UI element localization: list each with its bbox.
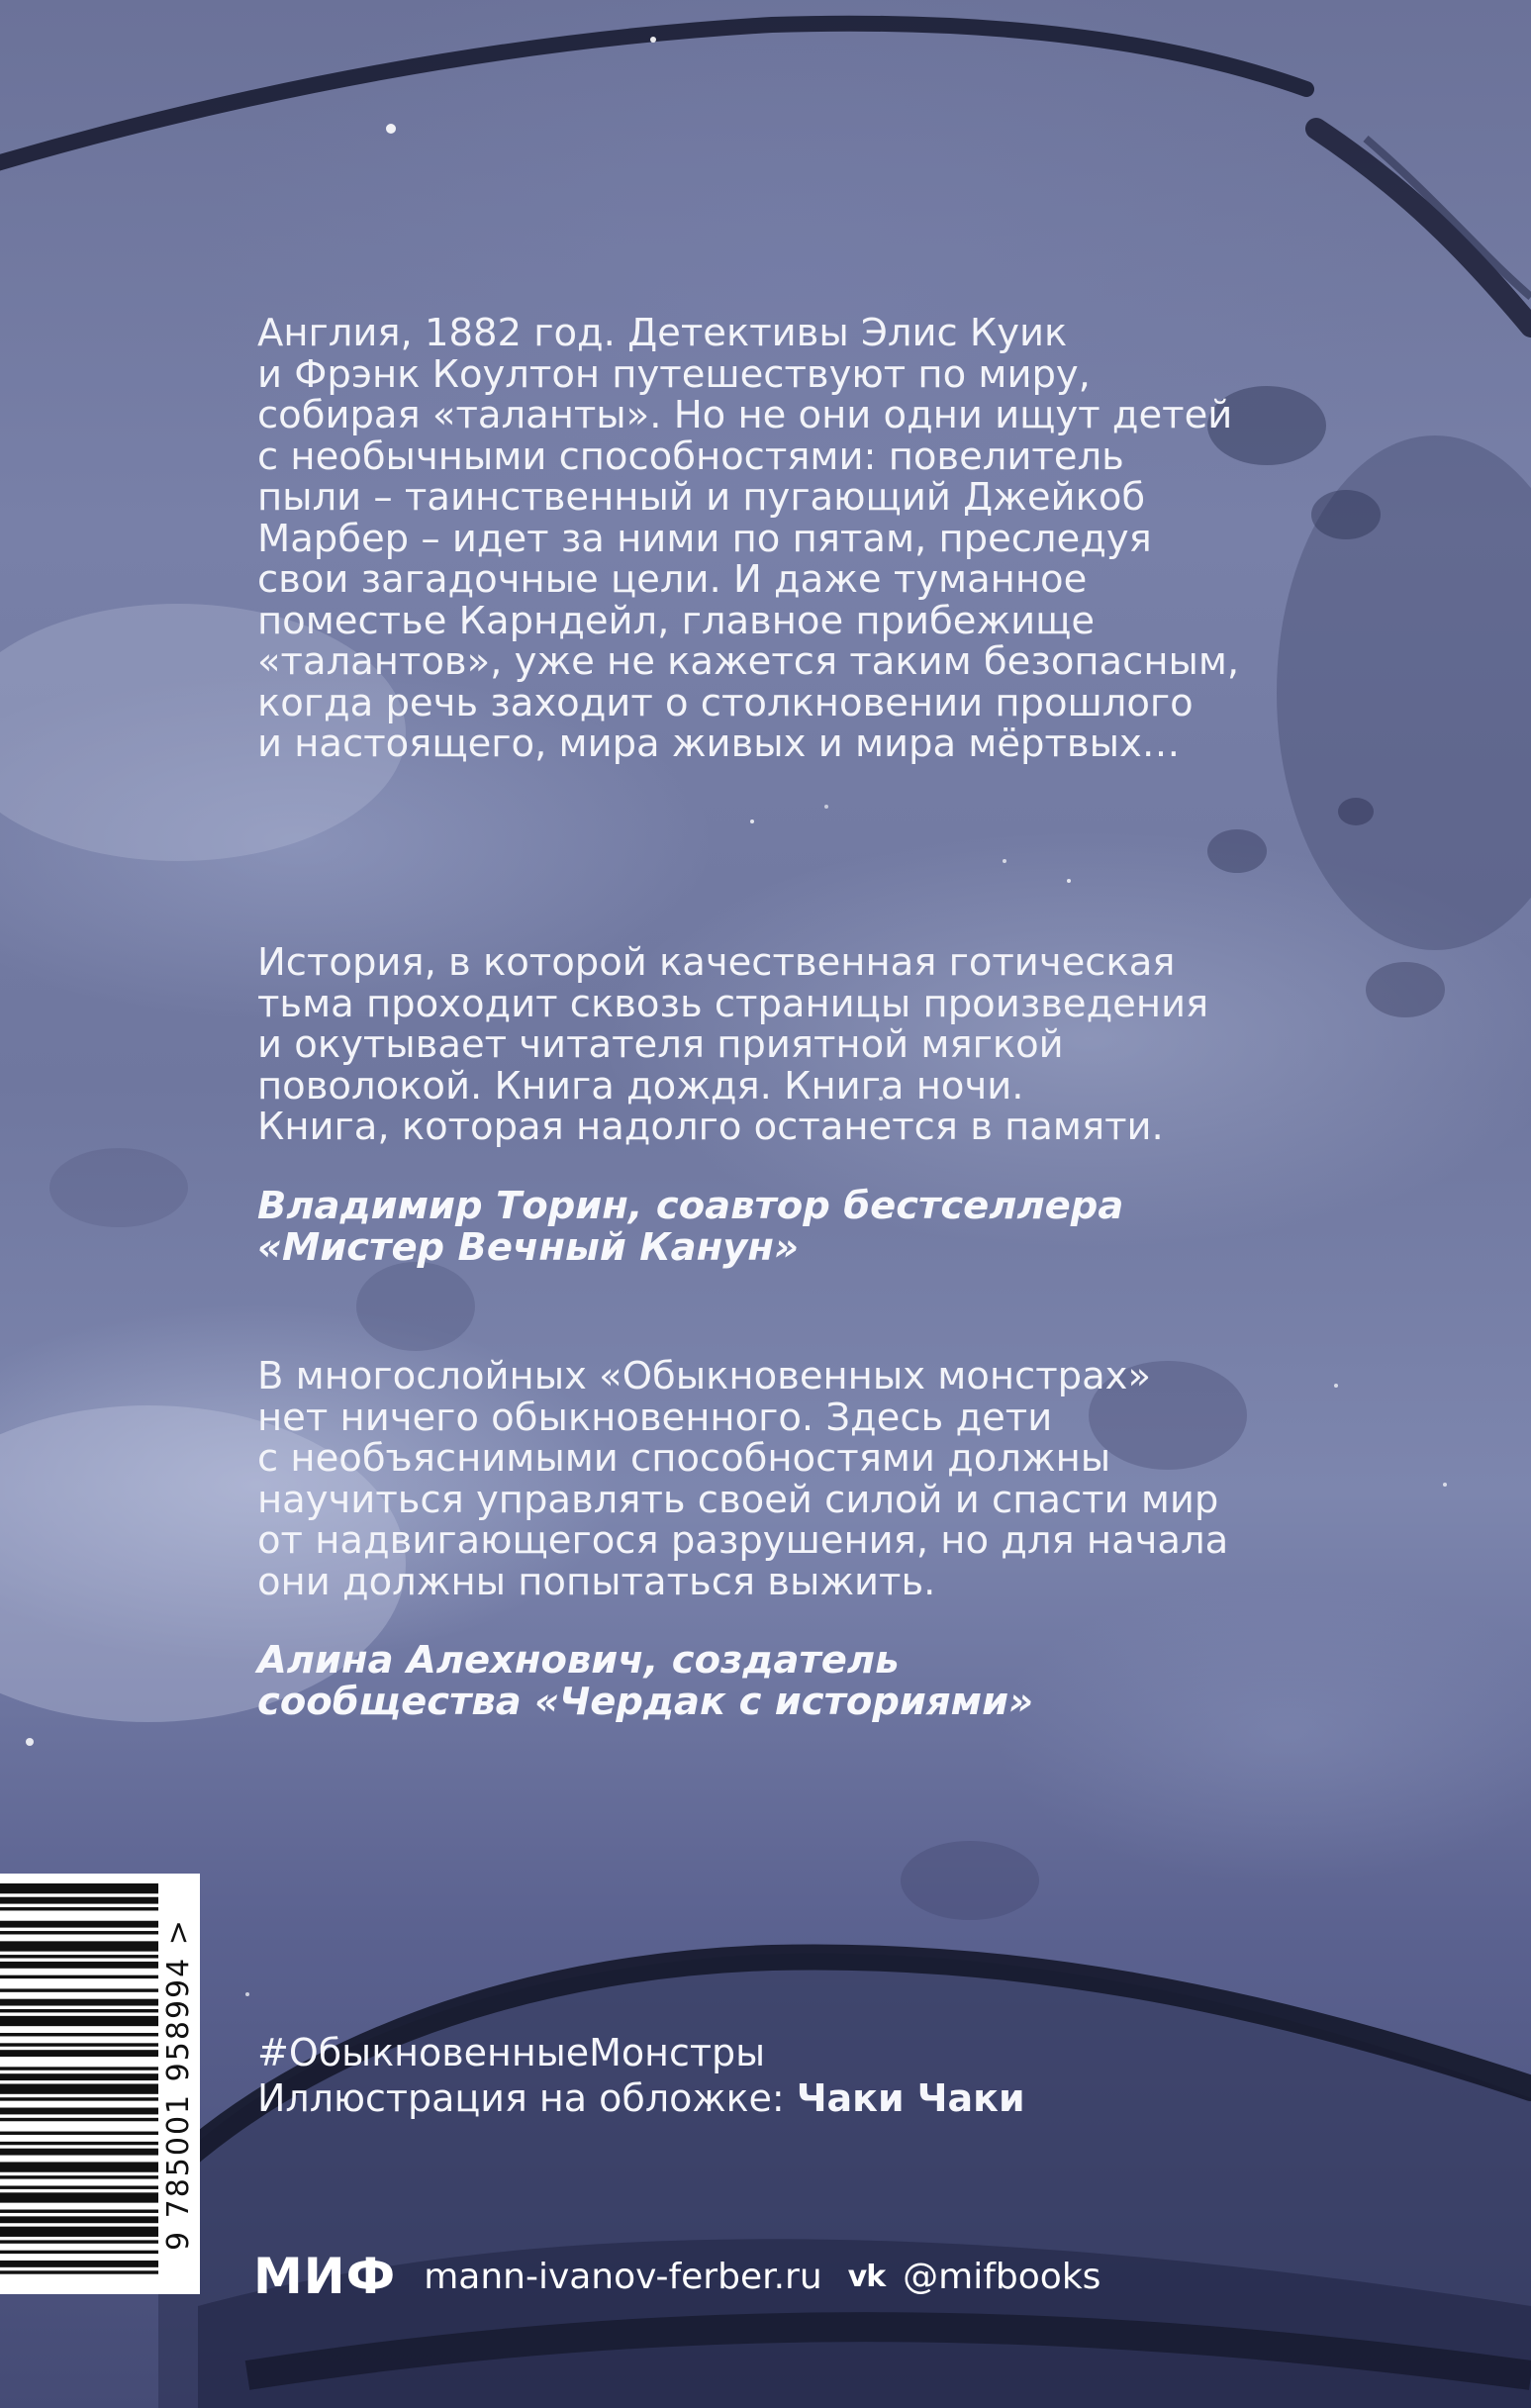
barcode-bar [0, 1931, 158, 1934]
social-handle: @mifbooks [903, 2256, 1101, 2297]
barcode-bar [0, 1941, 158, 1951]
barcode-bar [0, 1907, 158, 1910]
barcode-bar [0, 1955, 158, 1958]
barcode-bar [0, 2009, 158, 2012]
review-1-text: История, в которой качественная готическая тьма проходит сквозь страницы произведения и окутывает читателя приятной мягкой поволокой. Книга дождя. Книга ночи. Книга, которая надолго останется в памяти. [257, 940, 1209, 1149]
isbn-barcode [0, 1874, 200, 2294]
illustration-credit [257, 2076, 1025, 2120]
review-2-block [257, 1356, 1257, 1602]
barcode-bar [0, 2227, 158, 2237]
illustration-artist: Чаки Чаки [796, 2076, 1025, 2120]
barcode-bar [0, 2073, 158, 2080]
barcode-bar [0, 2132, 158, 2135]
barcode-bar [0, 2067, 158, 2070]
review-2-author: Алина Алехнович, создатель сообщества «Чердак с историями» [257, 1638, 1034, 1724]
barcode-bar [0, 2270, 158, 2273]
review-1-author: Владимир Торин, соавтор бестселлера «Мистер Вечный Канун» [257, 1184, 1124, 1270]
barcode-bar [0, 2261, 158, 2267]
barcode-bar [0, 1999, 158, 2006]
barcode-bar [0, 2240, 158, 2243]
review-2-text: В многослойных «Обыкновенных монстрах» нет ничего обыкновенного. Здесь дети с необъяснимыми способностями должны научиться управлять своей силой и спасти мир от надвигающегося разрушения, но для начала они должны попытаться выжить. [257, 1354, 1229, 1604]
illustration-credit-label: Иллюстрация на обложке: [257, 2076, 797, 2120]
barcode-bar [0, 1988, 158, 1991]
barcode-bar [0, 2108, 158, 2115]
barcode-bar [0, 2118, 158, 2121]
barcode-bar [0, 2084, 158, 2094]
barcode-bar [0, 2097, 158, 2100]
barcode-bar [0, 2142, 158, 2145]
barcode-bar [0, 2033, 158, 2036]
barcode-bar [0, 2043, 158, 2046]
publisher-footer [253, 2247, 1100, 2306]
barcode-bar [0, 2016, 158, 2026]
barcode-bars [0, 1883, 158, 2284]
barcode-bar [0, 2149, 158, 2156]
barcode-bar [0, 2175, 158, 2178]
barcode-bar [0, 1921, 158, 1928]
barcode-bar [0, 2050, 158, 2057]
barcode-number: 9 785001 958994 > [161, 1918, 196, 2251]
barcode-bar [0, 2162, 158, 2171]
barcode-bar [0, 1962, 158, 1969]
barcode-bar [0, 2251, 158, 2254]
barcode-bar [0, 1883, 158, 1893]
barcode-bar [0, 1975, 158, 1978]
vk-icon: vk [847, 2259, 886, 2294]
publisher-website: mann-ivanov-ferber.ru [424, 2256, 822, 2297]
blurb-paragraph: Англия, 1882 год. Детективы Элис Куик и Фрэнк Коултон путешествуют по миру, собирая «таланты». Но не они одни ищут детей с необычными способностями: повелитель пыли – таинственный и пугающий Джейкоб Марбер – идет за ними по пятам, преследуя свои загадочные цели. И даже туманное поместье Карндейл, главное прибежище «талантов», уже не кажется таким безопасным, когда речь заходит о столкновении прошлого и настоящего, мира живых и мира мёртвых… [257, 311, 1240, 766]
blurb-block [257, 313, 1257, 765]
barcode-bar [0, 2192, 158, 2202]
publisher-logo: МИФ [253, 2248, 397, 2305]
barcode-bar [0, 2209, 158, 2212]
barcode-bar [0, 2216, 158, 2223]
review-1-block [257, 942, 1257, 1148]
barcode-bar [0, 2185, 158, 2188]
hashtag: #ОбыкновенныеМонстры [257, 2031, 766, 2074]
barcode-bar [0, 1897, 158, 1904]
